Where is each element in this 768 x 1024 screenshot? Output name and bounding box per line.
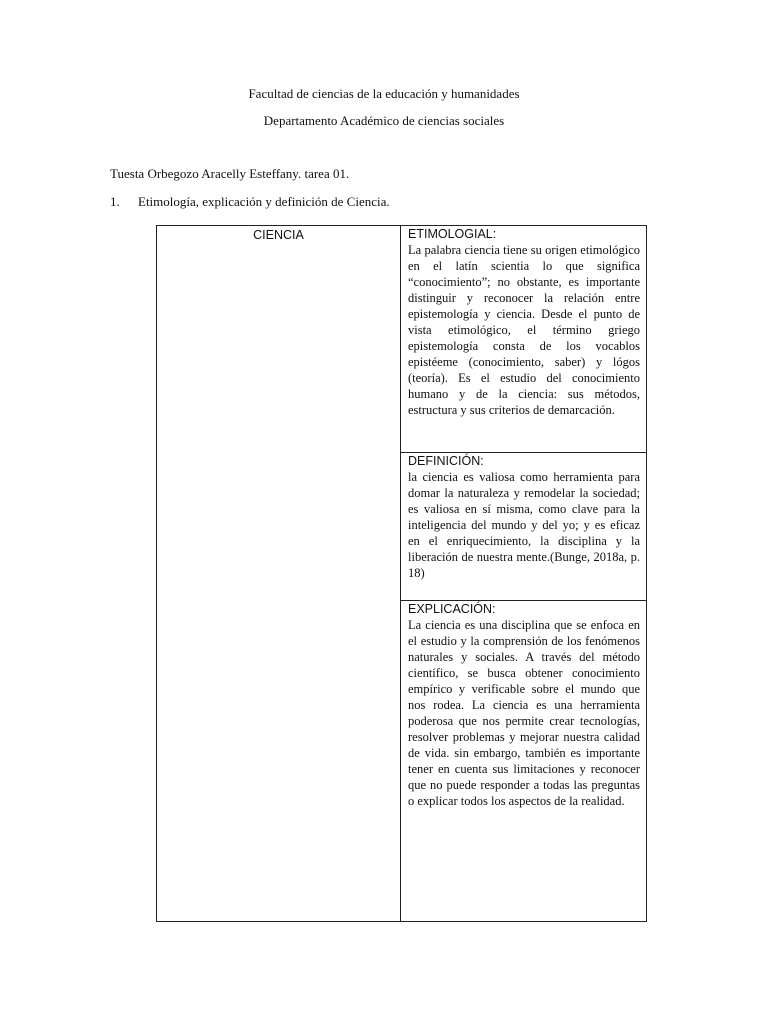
definition-body: la ciencia es valiosa como herramienta para domar la naturaleza y remodelar la sociedad; es valiosa en sí misma, como clave para la inteligencia del mundo y del yo; y es eficaz en el enriquecimiento, la disciplina y la liberación de nuestra mente.(Bunge, 2018a, p. 18) [408, 470, 640, 580]
list-item-number: 1. [110, 194, 120, 209]
table-cell-etymology [401, 226, 646, 453]
etymology-body: La palabra ciencia tiene su origen etimológico en el latín scientia lo que significa “conocimiento”; no obstante, es importante distinguir y reconocer la relación entre epistemología y ciencia. Desde el punto de vista etimológico, el término griego epistemología consta de los vocablos epistéeme (conocimiento, saber) y lógos (teoría). Es el estudio del conocimiento humano y de la ciencia: sus métodos, estructura y sus criterios de demarcación. [408, 243, 640, 417]
list-item [110, 194, 390, 210]
table-left-cell [157, 226, 401, 921]
explanation-heading: EXPLICACIÓN: [408, 602, 496, 616]
faculty-heading: Facultad de ciencias de la educación y humanidades [248, 86, 520, 101]
table-left-header: CIENCIA [253, 228, 304, 242]
etymology-heading: ETIMOLOGIAL: [408, 227, 497, 241]
department-heading: Departamento Académico de ciencias sociales [263, 113, 505, 128]
definition-heading: DEFINICIÓN: [408, 454, 484, 468]
science-table [156, 225, 647, 922]
list-item-text: Etimología, explicación y definición de Ciencia. [138, 194, 390, 209]
table-cell-definition [401, 453, 646, 601]
explanation-body: La ciencia es una disciplina que se enfoca en el estudio y la comprensión de los fenómenos naturales y sociales. A través del método científico, se busca obtener conocimiento empírico y verificable sobre el mundo que nos rodea. La ciencia es una herramienta poderosa que nos permite crear tecnologías, resolver problemas y mejorar nuestra calidad de vida. sin embargo, también es importante tener en cuenta sus limitaciones y reconocer que no puede responder a todas las preguntas o explicar todos los aspectos de la realidad. [408, 618, 640, 808]
author-line: Tuesta Orbegozo Aracelly Esteffany. tarea 01. [110, 166, 350, 181]
table-right-column [401, 226, 646, 921]
table-cell-explanation [401, 601, 646, 921]
